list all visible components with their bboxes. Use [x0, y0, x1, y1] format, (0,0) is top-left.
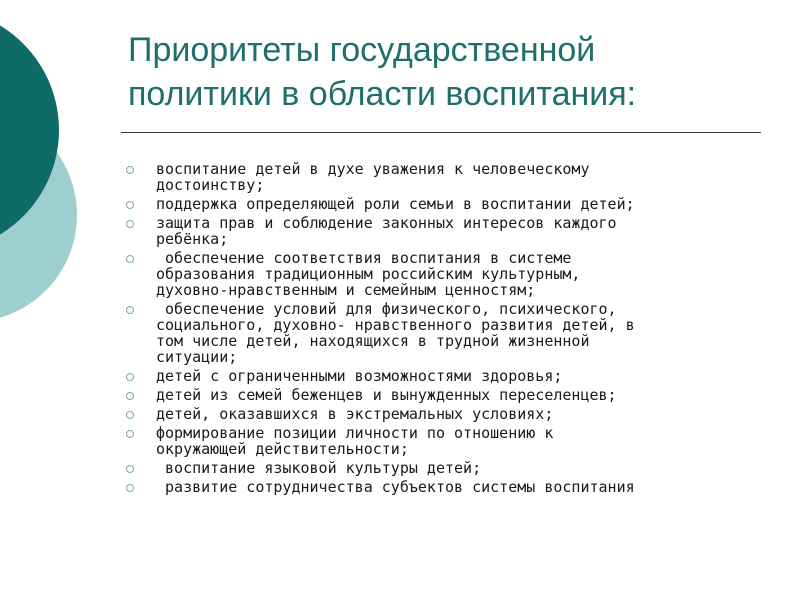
- item-text: образования традиционным российским культурным,: [156, 265, 581, 283]
- list-item: [126, 250, 776, 298]
- item-text: достоинству;: [156, 176, 265, 194]
- list-item: [126, 425, 776, 457]
- list-item: [126, 387, 776, 403]
- item-text: развитие сотрудничества субъектов системы воспитания: [156, 478, 635, 496]
- circle-bullet-icon: [126, 392, 134, 400]
- list-item: [126, 368, 776, 384]
- item-text: воспитание языковой культуры детей;: [156, 459, 482, 477]
- circle-bullet-icon: [126, 373, 134, 381]
- item-text: социального, духовно- нравственного развития детей, в: [156, 316, 635, 334]
- circle-bullet-icon: [126, 166, 134, 174]
- item-text: обеспечение соответствия воспитания в системе: [156, 249, 572, 267]
- item-text: ребёнка;: [156, 230, 229, 248]
- item-text: обеспечение условий для физического, психического,: [156, 300, 617, 318]
- item-text: окружающей действительности;: [156, 440, 409, 458]
- item-text: детей с ограниченными возможностями здоровья;: [156, 367, 563, 385]
- list-item: [126, 406, 776, 422]
- item-text: ситуации;: [156, 348, 238, 366]
- item-text: том числе детей, находящихся в трудной жизненной: [156, 332, 590, 350]
- bullet-list: [126, 161, 776, 498]
- circle-bullet-icon: [126, 220, 134, 228]
- list-item: [126, 196, 776, 212]
- item-text: поддержка определяющей роли семьи в воспитании детей;: [156, 195, 635, 213]
- list-item: [126, 479, 776, 495]
- title-line: политики в области воспитания:: [128, 75, 637, 113]
- circle-bullet-icon: [126, 430, 134, 438]
- title-line: Приоритеты государственной: [128, 31, 596, 69]
- item-text: воспитание детей в духе уважения к человеческому: [156, 160, 590, 178]
- item-text: детей из семей беженцев и вынужденных переселенцев;: [156, 386, 617, 404]
- item-text: защита прав и соблюдение законных интересов каждого: [156, 214, 617, 232]
- list-item: [126, 215, 776, 247]
- list-item: [126, 460, 776, 476]
- circle-bullet-icon: [126, 484, 134, 492]
- list-item: [126, 161, 776, 193]
- title-divider: [121, 132, 761, 133]
- circle-bullet-icon: [126, 465, 134, 473]
- item-text: духовно-нравственным и семейным ценностям;: [156, 281, 536, 299]
- circle-bullet-icon: [126, 255, 134, 263]
- circle-bullet-icon: [126, 306, 134, 314]
- list-item: [126, 301, 776, 365]
- item-text: детей, оказавшихся в экстремальных условиях;: [156, 405, 554, 423]
- decorative-circles: [0, 0, 120, 330]
- circle-bullet-icon: [126, 411, 134, 419]
- item-text: формирование позиции личности по отношению к: [156, 424, 554, 442]
- slide-title: [128, 28, 778, 116]
- circle-bullet-icon: [126, 201, 134, 209]
